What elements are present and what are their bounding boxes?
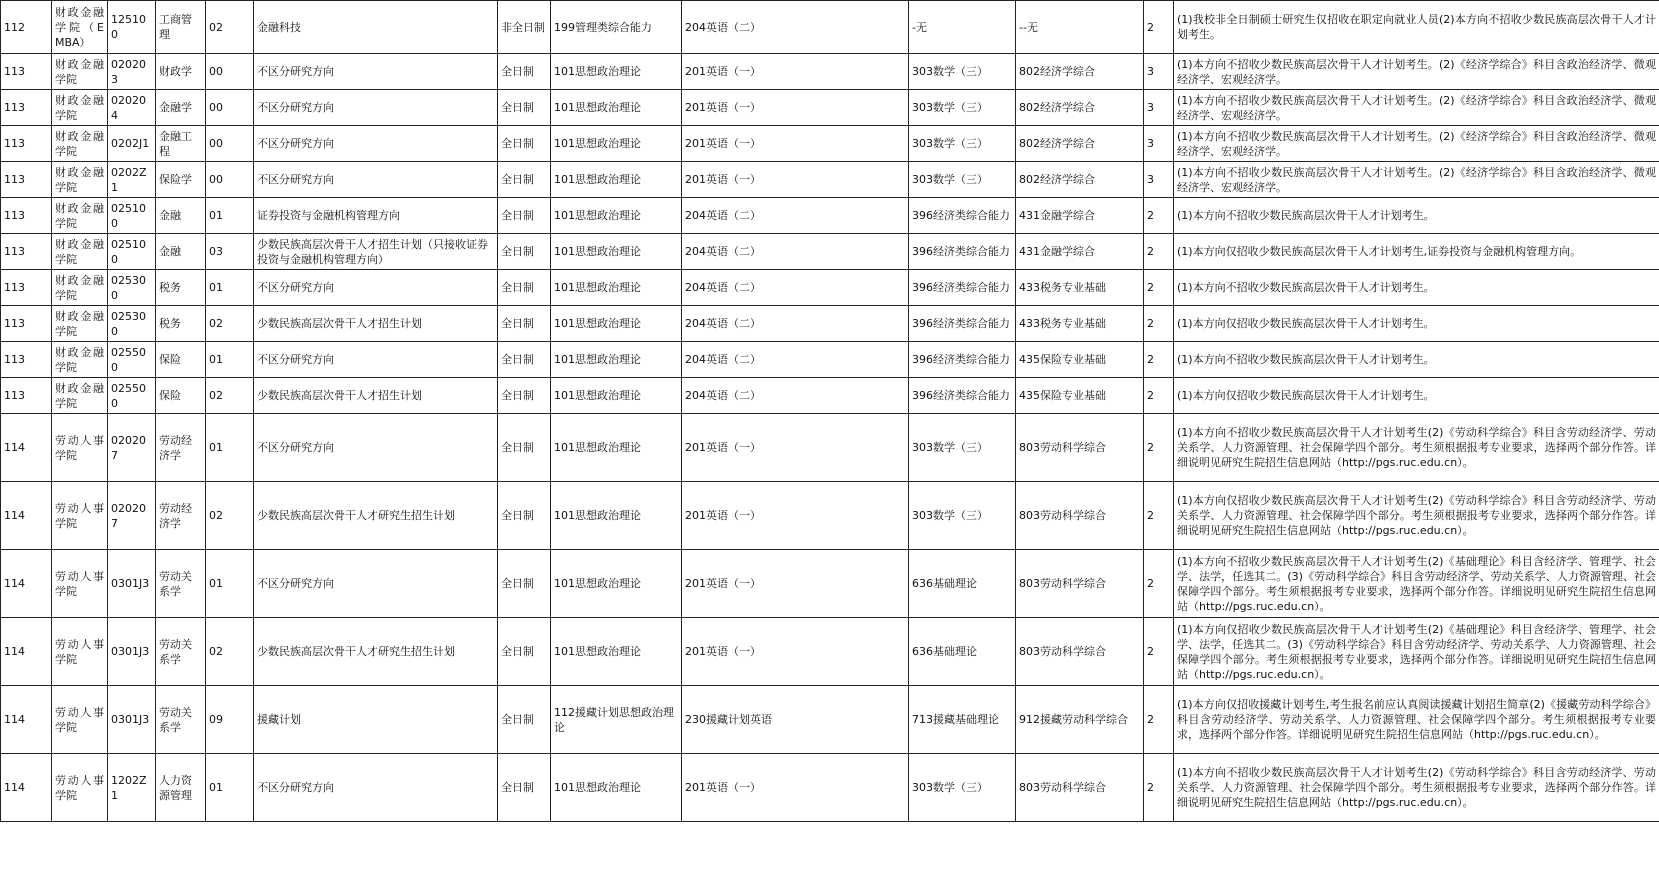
school-code-cell: 113 bbox=[1, 54, 52, 90]
major-code-cell: 0301J3 bbox=[108, 686, 156, 754]
major-code-cell: 125100 bbox=[108, 1, 156, 54]
school-code-cell: 113 bbox=[1, 126, 52, 162]
exam-subject-2-cell: 431金融学综合 bbox=[1016, 234, 1144, 270]
major-code-cell: 0301J3 bbox=[108, 550, 156, 618]
exam-foreign-language-cell: 201英语（一） bbox=[682, 90, 909, 126]
exam-politics-cell: 101思想政治理论 bbox=[551, 618, 682, 686]
exam-foreign-language-cell: 201英语（一） bbox=[682, 754, 909, 822]
department-cell: 财政金融学院 bbox=[52, 342, 108, 378]
table-row bbox=[1, 686, 1659, 754]
exam-foreign-language-cell: 204英语（二） bbox=[682, 270, 909, 306]
direction-code-cell: 01 bbox=[206, 342, 254, 378]
exam-foreign-language-cell: 204英语（二） bbox=[682, 378, 909, 414]
exam-foreign-language-cell: 201英语（一） bbox=[682, 54, 909, 90]
exam-subject-1-cell: 636基础理论 bbox=[909, 618, 1016, 686]
remarks-cell: (1)本方向仅招收少数民族高层次骨干人才计划考生。 bbox=[1174, 378, 1659, 414]
exam-subject-2-cell: 433税务专业基础 bbox=[1016, 306, 1144, 342]
direction-name-cell: 少数民族高层次骨干人才研究生招生计划 bbox=[254, 482, 498, 550]
table-body bbox=[1, 1, 1659, 822]
direction-code-cell: 00 bbox=[206, 126, 254, 162]
table-row bbox=[1, 342, 1659, 378]
direction-name-cell: 不区分研究方向 bbox=[254, 270, 498, 306]
department-cell: 劳动人事学院 bbox=[52, 414, 108, 482]
direction-name-cell: 少数民族高层次骨干人才招生计划（只接收证券投资与金融机构管理方向） bbox=[254, 234, 498, 270]
exam-politics-cell: 101思想政治理论 bbox=[551, 414, 682, 482]
exam-foreign-language-cell: 230援藏计划英语 bbox=[682, 686, 909, 754]
exam-foreign-language-cell: 204英语（二） bbox=[682, 234, 909, 270]
exam-subject-1-cell: 303数学（三） bbox=[909, 90, 1016, 126]
direction-code-cell: 02 bbox=[206, 618, 254, 686]
direction-code-cell: 03 bbox=[206, 234, 254, 270]
exam-politics-cell: 101思想政治理论 bbox=[551, 90, 682, 126]
major-name-cell: 财政学 bbox=[156, 54, 206, 90]
study-mode-cell: 全日制 bbox=[498, 342, 551, 378]
remarks-cell: (1)本方向仅招收少数民族高层次骨干人才计划考生,证券投资与金融机构管理方向。 bbox=[1174, 234, 1659, 270]
exam-subject-1-cell: 396经济类综合能力 bbox=[909, 378, 1016, 414]
major-code-cell: 025100 bbox=[108, 198, 156, 234]
direction-code-cell: 00 bbox=[206, 90, 254, 126]
quota-cell: 2 bbox=[1144, 270, 1174, 306]
exam-subject-2-cell: 435保险专业基础 bbox=[1016, 378, 1144, 414]
direction-code-cell: 02 bbox=[206, 306, 254, 342]
remarks-cell: (1)本方向仅招收少数民族高层次骨干人才计划考生。 bbox=[1174, 306, 1659, 342]
exam-foreign-language-cell: 204英语（二） bbox=[682, 198, 909, 234]
department-cell: 财政金融学院（EMBA） bbox=[52, 1, 108, 54]
major-code-cell: 025500 bbox=[108, 342, 156, 378]
department-cell: 财政金融学院 bbox=[52, 126, 108, 162]
remarks-cell: (1)本方向仅招收少数民族高层次骨干人才计划考生(2)《基础理论》科目含经济学、管理学、社会学、法学，任选其二。(3)《劳动科学综合》科目含劳动经济学、劳动关系学、人力资源管理、社会保障学四个部分。考生须根据报考专业要求，选择两个部分作答。详细说明见研究生院招生信息网站（http://pgs.ruc.edu.cn）。 bbox=[1174, 618, 1659, 686]
exam-foreign-language-cell: 201英语（一） bbox=[682, 482, 909, 550]
exam-subject-2-cell: 803劳动科学综合 bbox=[1016, 482, 1144, 550]
remarks-cell: (1)本方向不招收少数民族高层次骨干人才计划考生。(2)《经济学综合》科目含政治经济学、微观经济学、宏观经济学。 bbox=[1174, 54, 1659, 90]
major-name-cell: 保险 bbox=[156, 342, 206, 378]
major-code-cell: 0202J1 bbox=[108, 126, 156, 162]
major-name-cell: 劳动关系学 bbox=[156, 686, 206, 754]
school-code-cell: 113 bbox=[1, 90, 52, 126]
major-name-cell: 税务 bbox=[156, 306, 206, 342]
direction-code-cell: 01 bbox=[206, 198, 254, 234]
exam-subject-2-cell: 912援藏劳动科学综合 bbox=[1016, 686, 1144, 754]
study-mode-cell: 全日制 bbox=[498, 198, 551, 234]
school-code-cell: 114 bbox=[1, 414, 52, 482]
study-mode-cell: 全日制 bbox=[498, 754, 551, 822]
exam-subject-1-cell: 303数学（三） bbox=[909, 162, 1016, 198]
exam-subject-1-cell: 396经济类综合能力 bbox=[909, 198, 1016, 234]
department-cell: 劳动人事学院 bbox=[52, 754, 108, 822]
direction-code-cell: 09 bbox=[206, 686, 254, 754]
quota-cell: 2 bbox=[1144, 234, 1174, 270]
direction-code-cell: 02 bbox=[206, 378, 254, 414]
table-row bbox=[1, 198, 1659, 234]
exam-subject-1-cell: 303数学（三） bbox=[909, 126, 1016, 162]
remarks-cell: (1)本方向不招收少数民族高层次骨干人才计划考生(2)《劳动科学综合》科目含劳动经济学、劳动关系学、人力资源管理、社会保障学四个部分。考生须根据报考专业要求，选择两个部分作答。详细说明见研究生院招生信息网站（http://pgs.ruc.edu.cn）。 bbox=[1174, 754, 1659, 822]
direction-name-cell: 少数民族高层次骨干人才研究生招生计划 bbox=[254, 618, 498, 686]
exam-politics-cell: 101思想政治理论 bbox=[551, 342, 682, 378]
quota-cell: 3 bbox=[1144, 126, 1174, 162]
exam-politics-cell: 101思想政治理论 bbox=[551, 306, 682, 342]
department-cell: 财政金融学院 bbox=[52, 270, 108, 306]
exam-subject-1-cell: 396经济类综合能力 bbox=[909, 234, 1016, 270]
table-row bbox=[1, 414, 1659, 482]
quota-cell: 2 bbox=[1144, 550, 1174, 618]
direction-name-cell: 不区分研究方向 bbox=[254, 414, 498, 482]
quota-cell: 2 bbox=[1144, 342, 1174, 378]
exam-foreign-language-cell: 201英语（一） bbox=[682, 414, 909, 482]
direction-name-cell: 不区分研究方向 bbox=[254, 550, 498, 618]
table-row bbox=[1, 162, 1659, 198]
exam-subject-2-cell: 802经济学综合 bbox=[1016, 162, 1144, 198]
exam-subject-2-cell: 803劳动科学综合 bbox=[1016, 414, 1144, 482]
remarks-cell: (1)本方向不招收少数民族高层次骨干人才计划考生。 bbox=[1174, 270, 1659, 306]
exam-politics-cell: 101思想政治理论 bbox=[551, 482, 682, 550]
quota-cell: 2 bbox=[1144, 198, 1174, 234]
direction-name-cell: 少数民族高层次骨干人才招生计划 bbox=[254, 306, 498, 342]
quota-cell: 2 bbox=[1144, 482, 1174, 550]
major-code-cell: 025100 bbox=[108, 234, 156, 270]
major-code-cell: 1202Z1 bbox=[108, 754, 156, 822]
study-mode-cell: 全日制 bbox=[498, 234, 551, 270]
major-code-cell: 025500 bbox=[108, 378, 156, 414]
major-name-cell: 工商管理 bbox=[156, 1, 206, 54]
exam-subject-2-cell: 802经济学综合 bbox=[1016, 90, 1144, 126]
exam-subject-2-cell: 803劳动科学综合 bbox=[1016, 618, 1144, 686]
exam-subject-1-cell: 396经济类综合能力 bbox=[909, 342, 1016, 378]
study-mode-cell: 全日制 bbox=[498, 90, 551, 126]
table-row bbox=[1, 126, 1659, 162]
exam-politics-cell: 101思想政治理论 bbox=[551, 126, 682, 162]
school-code-cell: 114 bbox=[1, 686, 52, 754]
school-code-cell: 113 bbox=[1, 234, 52, 270]
exam-politics-cell: 101思想政治理论 bbox=[551, 270, 682, 306]
quota-cell: 2 bbox=[1144, 686, 1174, 754]
study-mode-cell: 全日制 bbox=[498, 162, 551, 198]
major-name-cell: 人力资源管理 bbox=[156, 754, 206, 822]
direction-code-cell: 00 bbox=[206, 54, 254, 90]
department-cell: 劳动人事学院 bbox=[52, 618, 108, 686]
direction-code-cell: 00 bbox=[206, 162, 254, 198]
major-name-cell: 劳动关系学 bbox=[156, 618, 206, 686]
major-code-cell: 0301J3 bbox=[108, 618, 156, 686]
major-code-cell: 020204 bbox=[108, 90, 156, 126]
school-code-cell: 113 bbox=[1, 378, 52, 414]
direction-code-cell: 01 bbox=[206, 550, 254, 618]
department-cell: 劳动人事学院 bbox=[52, 482, 108, 550]
remarks-cell: (1)本方向不招收少数民族高层次骨干人才计划考生。 bbox=[1174, 198, 1659, 234]
direction-code-cell: 01 bbox=[206, 414, 254, 482]
department-cell: 财政金融学院 bbox=[52, 90, 108, 126]
major-code-cell: 020203 bbox=[108, 54, 156, 90]
exam-subject-2-cell: 802经济学综合 bbox=[1016, 126, 1144, 162]
direction-name-cell: 不区分研究方向 bbox=[254, 342, 498, 378]
direction-name-cell: 少数民族高层次骨干人才招生计划 bbox=[254, 378, 498, 414]
quota-cell: 2 bbox=[1144, 754, 1174, 822]
school-code-cell: 113 bbox=[1, 270, 52, 306]
direction-name-cell: 不区分研究方向 bbox=[254, 54, 498, 90]
exam-subject-2-cell: 431金融学综合 bbox=[1016, 198, 1144, 234]
table-row bbox=[1, 234, 1659, 270]
department-cell: 财政金融学院 bbox=[52, 54, 108, 90]
major-name-cell: 金融工程 bbox=[156, 126, 206, 162]
exam-foreign-language-cell: 201英语（一） bbox=[682, 618, 909, 686]
exam-subject-1-cell: 303数学（三） bbox=[909, 482, 1016, 550]
school-code-cell: 112 bbox=[1, 1, 52, 54]
study-mode-cell: 全日制 bbox=[498, 54, 551, 90]
study-mode-cell: 全日制 bbox=[498, 126, 551, 162]
study-mode-cell: 全日制 bbox=[498, 686, 551, 754]
major-name-cell: 劳动经济学 bbox=[156, 414, 206, 482]
exam-subject-2-cell: 433税务专业基础 bbox=[1016, 270, 1144, 306]
major-name-cell: 税务 bbox=[156, 270, 206, 306]
major-code-cell: 020207 bbox=[108, 482, 156, 550]
quota-cell: 2 bbox=[1144, 414, 1174, 482]
direction-code-cell: 01 bbox=[206, 754, 254, 822]
direction-name-cell: 证券投资与金融机构管理方向 bbox=[254, 198, 498, 234]
exam-politics-cell: 101思想政治理论 bbox=[551, 378, 682, 414]
department-cell: 财政金融学院 bbox=[52, 162, 108, 198]
school-code-cell: 114 bbox=[1, 482, 52, 550]
exam-politics-cell: 101思想政治理论 bbox=[551, 754, 682, 822]
direction-code-cell: 01 bbox=[206, 270, 254, 306]
exam-subject-2-cell: 803劳动科学综合 bbox=[1016, 550, 1144, 618]
remarks-cell: (1)本方向不招收少数民族高层次骨干人才计划考生(2)《基础理论》科目含经济学、管理学、社会学、法学，任选其二。(3)《劳动科学综合》科目含劳动经济学、劳动关系学、人力资源管理、社会保障学四个部分。考生须根据报考专业要求，选择两个部分作答。详细说明见研究生院招生信息网站（http://pgs.ruc.edu.cn）。 bbox=[1174, 550, 1659, 618]
major-code-cell: 025300 bbox=[108, 270, 156, 306]
school-code-cell: 114 bbox=[1, 618, 52, 686]
exam-subject-1-cell: 713援藏基础理论 bbox=[909, 686, 1016, 754]
exam-politics-cell: 112援藏计划思想政治理论 bbox=[551, 686, 682, 754]
study-mode-cell: 全日制 bbox=[498, 550, 551, 618]
department-cell: 财政金融学院 bbox=[52, 378, 108, 414]
exam-subject-1-cell: 636基础理论 bbox=[909, 550, 1016, 618]
exam-politics-cell: 101思想政治理论 bbox=[551, 162, 682, 198]
table-row bbox=[1, 754, 1659, 822]
remarks-cell: (1)本方向不招收少数民族高层次骨干人才计划考生。(2)《经济学综合》科目含政治经济学、微观经济学、宏观经济学。 bbox=[1174, 90, 1659, 126]
school-code-cell: 114 bbox=[1, 550, 52, 618]
quota-cell: 2 bbox=[1144, 1, 1174, 54]
remarks-cell: (1)本方向不招收少数民族高层次骨干人才计划考生。 bbox=[1174, 342, 1659, 378]
study-mode-cell: 全日制 bbox=[498, 414, 551, 482]
school-code-cell: 113 bbox=[1, 198, 52, 234]
remarks-cell: (1)本方向不招收少数民族高层次骨干人才计划考生。(2)《经济学综合》科目含政治经济学、微观经济学、宏观经济学。 bbox=[1174, 162, 1659, 198]
department-cell: 财政金融学院 bbox=[52, 306, 108, 342]
study-mode-cell: 非全日制 bbox=[498, 1, 551, 54]
table-row bbox=[1, 378, 1659, 414]
major-name-cell: 金融学 bbox=[156, 90, 206, 126]
direction-name-cell: 不区分研究方向 bbox=[254, 754, 498, 822]
exam-foreign-language-cell: 204英语（二） bbox=[682, 1, 909, 54]
table-row bbox=[1, 618, 1659, 686]
exam-subject-1-cell: 396经济类综合能力 bbox=[909, 306, 1016, 342]
major-code-cell: 025300 bbox=[108, 306, 156, 342]
table-row bbox=[1, 550, 1659, 618]
direction-code-cell: 02 bbox=[206, 1, 254, 54]
study-mode-cell: 全日制 bbox=[498, 618, 551, 686]
exam-foreign-language-cell: 201英语（一） bbox=[682, 550, 909, 618]
major-name-cell: 劳动关系学 bbox=[156, 550, 206, 618]
exam-politics-cell: 101思想政治理论 bbox=[551, 54, 682, 90]
school-code-cell: 114 bbox=[1, 754, 52, 822]
quota-cell: 2 bbox=[1144, 618, 1174, 686]
quota-cell: 3 bbox=[1144, 162, 1174, 198]
major-name-cell: 劳动经济学 bbox=[156, 482, 206, 550]
direction-name-cell: 金融科技 bbox=[254, 1, 498, 54]
table-row bbox=[1, 1, 1659, 54]
exam-foreign-language-cell: 201英语（一） bbox=[682, 162, 909, 198]
direction-code-cell: 02 bbox=[206, 482, 254, 550]
direction-name-cell: 援藏计划 bbox=[254, 686, 498, 754]
exam-subject-2-cell: 802经济学综合 bbox=[1016, 54, 1144, 90]
exam-subject-2-cell: 803劳动科学综合 bbox=[1016, 754, 1144, 822]
exam-politics-cell: 101思想政治理论 bbox=[551, 234, 682, 270]
major-code-cell: 020207 bbox=[108, 414, 156, 482]
remarks-cell: (1)本方向仅招收援藏计划考生,考生报名前应认真阅读援藏计划招生简章(2)《援藏劳动科学综合》科目含劳动经济学、劳动关系学、人力资源管理、社会保障学四个部分。考生须根据报考专业要求，选择两个部分作答。详细说明见研究生院招生信息网站（http://pgs.ruc.edu.cn）。 bbox=[1174, 686, 1659, 754]
table-row bbox=[1, 482, 1659, 550]
quota-cell: 2 bbox=[1144, 306, 1174, 342]
quota-cell: 2 bbox=[1144, 378, 1174, 414]
major-code-cell: 0202Z1 bbox=[108, 162, 156, 198]
major-name-cell: 保险 bbox=[156, 378, 206, 414]
school-code-cell: 113 bbox=[1, 342, 52, 378]
major-name-cell: 金融 bbox=[156, 198, 206, 234]
study-mode-cell: 全日制 bbox=[498, 306, 551, 342]
exam-subject-2-cell: 435保险专业基础 bbox=[1016, 342, 1144, 378]
department-cell: 财政金融学院 bbox=[52, 234, 108, 270]
study-mode-cell: 全日制 bbox=[498, 378, 551, 414]
exam-subject-1-cell: 396经济类综合能力 bbox=[909, 270, 1016, 306]
school-code-cell: 113 bbox=[1, 162, 52, 198]
table-row bbox=[1, 54, 1659, 90]
exam-foreign-language-cell: 204英语（二） bbox=[682, 342, 909, 378]
direction-name-cell: 不区分研究方向 bbox=[254, 126, 498, 162]
quota-cell: 3 bbox=[1144, 90, 1174, 126]
direction-name-cell: 不区分研究方向 bbox=[254, 90, 498, 126]
table-row bbox=[1, 90, 1659, 126]
direction-name-cell: 不区分研究方向 bbox=[254, 162, 498, 198]
table-row bbox=[1, 270, 1659, 306]
department-cell: 财政金融学院 bbox=[52, 198, 108, 234]
exam-politics-cell: 101思想政治理论 bbox=[551, 550, 682, 618]
quota-cell: 3 bbox=[1144, 54, 1174, 90]
exam-politics-cell: 101思想政治理论 bbox=[551, 198, 682, 234]
school-code-cell: 113 bbox=[1, 306, 52, 342]
remarks-cell: (1)本方向仅招收少数民族高层次骨干人才计划考生(2)《劳动科学综合》科目含劳动经济学、劳动关系学、人力资源管理、社会保障学四个部分。考生须根据报考专业要求，选择两个部分作答。详细说明见研究生院招生信息网站（http://pgs.ruc.edu.cn）。 bbox=[1174, 482, 1659, 550]
exam-foreign-language-cell: 204英语（二） bbox=[682, 306, 909, 342]
table-row bbox=[1, 306, 1659, 342]
exam-subject-1-cell: 303数学（三） bbox=[909, 54, 1016, 90]
study-mode-cell: 全日制 bbox=[498, 270, 551, 306]
remarks-cell: (1)本方向不招收少数民族高层次骨干人才计划考生。(2)《经济学综合》科目含政治经济学、微观经济学、宏观经济学。 bbox=[1174, 126, 1659, 162]
exam-foreign-language-cell: 201英语（一） bbox=[682, 126, 909, 162]
exam-politics-cell: 199管理类综合能力 bbox=[551, 1, 682, 54]
exam-subject-1-cell: -无 bbox=[909, 1, 1016, 54]
remarks-cell: (1)我校非全日制硕士研究生仅招收在职定向就业人员(2)本方向不招收少数民族高层次骨干人才计划考生。 bbox=[1174, 1, 1659, 54]
major-name-cell: 保险学 bbox=[156, 162, 206, 198]
exam-subject-1-cell: 303数学（三） bbox=[909, 754, 1016, 822]
department-cell: 劳动人事学院 bbox=[52, 686, 108, 754]
study-mode-cell: 全日制 bbox=[498, 482, 551, 550]
exam-subject-1-cell: 303数学（三） bbox=[909, 414, 1016, 482]
exam-subject-2-cell: --无 bbox=[1016, 1, 1144, 54]
department-cell: 劳动人事学院 bbox=[52, 550, 108, 618]
major-name-cell: 金融 bbox=[156, 234, 206, 270]
remarks-cell: (1)本方向不招收少数民族高层次骨干人才计划考生(2)《劳动科学综合》科目含劳动经济学、劳动关系学、人力资源管理、社会保障学四个部分。考生须根据报考专业要求，选择两个部分作答。详细说明见研究生院招生信息网站（http://pgs.ruc.edu.cn）。 bbox=[1174, 414, 1659, 482]
